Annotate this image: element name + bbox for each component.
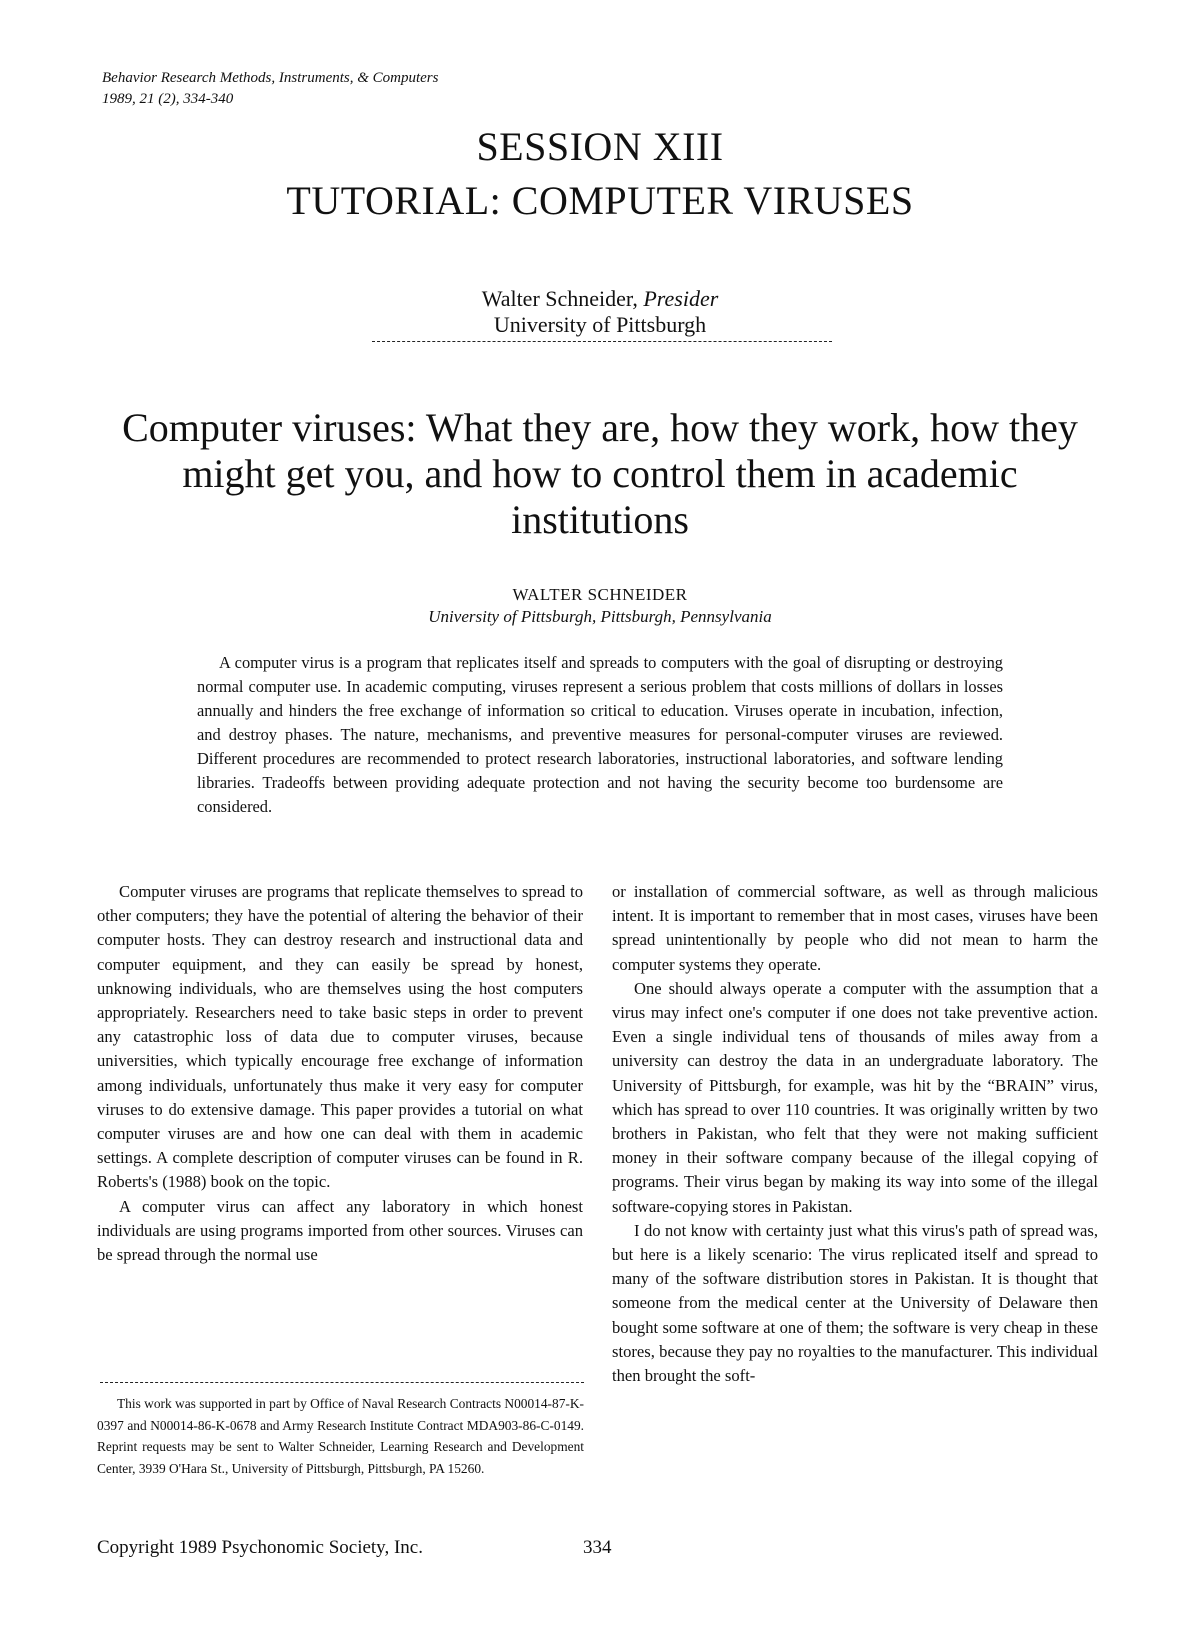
footnote-divider bbox=[100, 1382, 584, 1383]
page-number: 334 bbox=[583, 1537, 612, 1558]
copyright-notice: Copyright 1989 Psychonomic Society, Inc. bbox=[97, 1537, 423, 1558]
author-name: WALTER SCHNEIDER bbox=[512, 585, 688, 604]
body-paragraph: A computer virus can affect any laboratory in which honest individuals are using programs imported from other sources. Viruses can be spread through the normal use bbox=[97, 1196, 583, 1265]
journal-name: Behavior Research Methods, Instruments, & Computers bbox=[102, 70, 439, 86]
body-paragraph: I do not know with certainty just what this virus's path of spread was, but here is a likely scenario: The virus replicated itself and spread to many of the software distribution stores in Pakistan. It is thought that someone from the medical center at the University of Delaware then bought some software at one of them; the software is very cheap in these stores, because they pay no royalties to the manufacturer. This individual then brought the soft- bbox=[612, 1220, 1098, 1386]
footnote: This work was supported in part by Office of Naval Research Contracts N00014-87-K-0397 and N00014-86-K-0678 and Army Research Institute Contract MDA903-86-C-0149. Reprint requests may be sent to Walter Schneider, Learning Research and Development Center, 3939 O'Hara St., University of Pittsburgh, Pittsburgh, PA 15260. bbox=[97, 1396, 584, 1476]
session-number: SESSION XIII bbox=[476, 124, 724, 169]
body-paragraph: Computer viruses are programs that replicate themselves to spread to other computers; they have the potential of altering the behavior of their computer hosts. They can destroy research and instructional data and computer equipment, and they can easily be spread by honest, unknowing individuals, who are themselves using the host computers appropriately. Researchers need to take basic steps in order to prevent any catastrophic loss of data due to computer viruses, because universities, which typically encourage free exchange of information among individuals, unfortunately thus make it very easy for computer viruses to do extensive damage. This paper provides a tutorial on what computer viruses are and how one can deal with them in academic settings. A complete description of computer viruses can be found in R. Roberts's (1988) book on the topic. bbox=[97, 882, 583, 1192]
body-paragraph: or installation of commercial software, as well as through malicious intent. It is important to remember that in most cases, viruses have been spread unintentionally by people who did not mean to harm the computer systems they operate. bbox=[612, 882, 1098, 974]
article-title: Computer viruses: What they are, how they work, how they might get you, and how to control them in academic institutions bbox=[122, 405, 1078, 542]
presider-divider bbox=[372, 341, 832, 342]
journal-citation: 1989, 21 (2), 334-340 bbox=[102, 91, 234, 107]
presider-institution: University of Pittsburgh bbox=[493, 312, 707, 337]
body-column-left bbox=[97, 880, 583, 1267]
body-paragraph: One should always operate a computer with the assumption that a virus may infect one's computer if one does not take preventive action. Even a single individual tens of thousands of miles away from a university can destroy the data in an undergraduate laboratory. The University of Pittsburgh, for example, was hit by the “BRAIN” virus, which has spread to over 110 countries. It was originally written by two brothers in Pakistan, who felt that they were not making sufficient money in their software company because of the illegal copying of programs. Their virus began by making its way into some of the illegal software-copying stores in Pakistan. bbox=[612, 978, 1098, 1216]
presider-name: Walter Schneider, bbox=[481, 286, 638, 311]
author-affiliation: University of Pittsburgh, Pittsburgh, Pennsylvania bbox=[428, 607, 772, 626]
presider-role: Presider bbox=[643, 286, 719, 311]
presider-block bbox=[0, 286, 1200, 338]
session-title: TUTORIAL: COMPUTER VIRUSES bbox=[286, 178, 914, 223]
body-column-right bbox=[612, 880, 1098, 1388]
abstract: A computer virus is a program that replicates itself and spreads to computers with the goal of disrupting or destroying normal computer use. In academic computing, viruses represent a serious problem that costs millions of dollars in losses annually and hinders the free exchange of information so critical to education. Viruses operate in incubation, infection, and destroy phases. The nature, mechanisms, and preventive measures for personal-computer viruses are reviewed. Different procedures are recommended to protect research laboratories, instructional laboratories, and software lending libraries. Tradeoffs between providing adequate protection and not having the security become too burdensome are considered. bbox=[197, 653, 1003, 816]
session-heading bbox=[0, 120, 1200, 228]
journal-reference bbox=[102, 68, 438, 110]
